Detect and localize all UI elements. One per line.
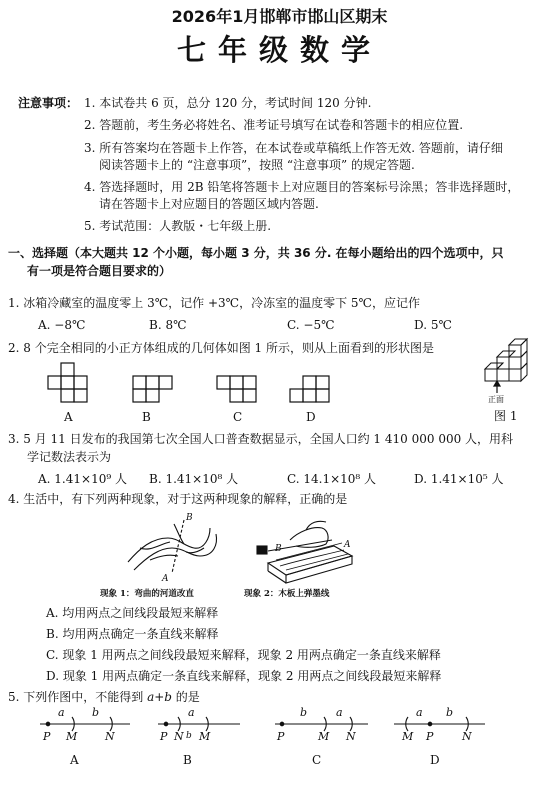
q5-d-point-n: N bbox=[462, 730, 472, 743]
q5-b-letter-a: a bbox=[188, 706, 195, 719]
notice-label: 注意事项： bbox=[18, 96, 79, 110]
notice-item-4: 4. 答选择题时，用 2B 铅笔将答题卡上对应题目的答案标号涂黑；答非选择题时， bbox=[84, 180, 520, 194]
q5-d-point-m: M bbox=[402, 730, 414, 743]
q5-stem-suffix: 的是 bbox=[171, 690, 200, 704]
q5-c-point-m: M bbox=[318, 730, 330, 743]
q3-option-b: B. 1.41×10⁸ 人 bbox=[149, 472, 239, 486]
q5-c-point-n: N bbox=[346, 730, 356, 743]
q4-caption-1: 现象 1：弯曲的河道改直 bbox=[100, 589, 194, 599]
notice-item-3: 3. 所有答案均在答题卡上作答，在本试卷或草稿纸上作答无效. 答题前，请仔细 bbox=[84, 141, 503, 155]
q2-label-b: B bbox=[142, 410, 151, 424]
q5-d-point-p: P bbox=[426, 730, 434, 743]
q5-label-b: B bbox=[183, 753, 192, 767]
notice-item-1: 1. 本试卷共 6 页，总分 120 分，考试时间 120 分钟. bbox=[84, 96, 372, 110]
q5-label-d: D bbox=[430, 753, 440, 767]
q5-b-point-m: M bbox=[199, 730, 211, 743]
q4-option-b: B. 均用两点确定一条直线来解释 bbox=[46, 627, 219, 641]
q5-b-letter-b: b bbox=[186, 731, 192, 741]
notice-item-4-cont: 请在答题卡上对应题目的答题区域内答题. bbox=[99, 197, 319, 211]
q5-d-letter-b: b bbox=[446, 706, 454, 719]
q4-caption-2: 现象 2：木板上弹墨线 bbox=[244, 589, 330, 599]
river-point-a: A bbox=[162, 574, 169, 584]
q5-a-point-p: P bbox=[43, 730, 51, 743]
section-heading-cont: 有一项是符合题目要求的） bbox=[27, 264, 172, 278]
q5-c-point-p: P bbox=[277, 730, 285, 743]
q5-b-point-n: N bbox=[174, 730, 184, 743]
q4-stem: 4. 生活中，有下列两种现象，对于这两种现象的解释，正确的是 bbox=[8, 492, 348, 506]
notice-item-2: 2. 答题前，考生务必将姓名、准考证号填写在试卷和答题卡的相应位置. bbox=[84, 118, 464, 132]
q5-b-point-p: P bbox=[160, 730, 168, 743]
q2-label-c: C bbox=[233, 410, 243, 424]
q4-option-a: A. 均用两点之间线段最短来解释 bbox=[46, 606, 219, 620]
q3-stem: 3. 5 月 11 日发布的我国第七次全国人口普查数据显示，全国人口约 1 410 000 000 人，用科 bbox=[8, 432, 514, 446]
q2-label-a: A bbox=[64, 410, 73, 424]
q3-stem-cont: 学记数法表示为 bbox=[27, 450, 112, 464]
q3-option-c: C. 14.1×10⁸ 人 bbox=[287, 472, 377, 486]
board-point-b: B bbox=[275, 544, 282, 554]
notice-item-3-cont: 阅读答题卡上的 “注意事项”，按照 “注意事项” 的规定答题. bbox=[99, 158, 415, 172]
q3-option-a: A. 1.41×10⁹ 人 bbox=[38, 472, 127, 486]
q1-option-a: A. −8℃ bbox=[38, 318, 86, 332]
q5-label-c: C bbox=[312, 753, 322, 767]
exam-title: 2026年1月邯郸市邯山区期末 bbox=[171, 7, 388, 26]
q5-d-letter-a: a bbox=[416, 706, 423, 719]
board-point-a: A bbox=[344, 540, 351, 550]
q5-c-letter-b: b bbox=[300, 706, 308, 719]
subject-title: 七年级数学 bbox=[176, 33, 382, 67]
q5-a-point-m: M bbox=[66, 730, 78, 743]
figure-1-label: 图 1 bbox=[494, 409, 518, 423]
q5-diagram-d bbox=[394, 717, 485, 731]
q4-option-d: D. 现象 1 用两点确定一条直线来解释，现象 2 用两点之间线段最短来解释 bbox=[46, 669, 442, 683]
q1-option-c: C. −5℃ bbox=[287, 318, 335, 332]
q5-a-letter-b: b bbox=[92, 706, 100, 719]
q1-option-d: D. 5℃ bbox=[414, 318, 452, 332]
river-point-b: B bbox=[186, 513, 193, 523]
front-label: 正面 bbox=[488, 395, 504, 404]
section-heading: 一、选择题（本大题共 12 个小题，每小题 3 分，共 36 分. 在每小题给出的四个选项中，只 bbox=[8, 246, 504, 260]
notice-item-5: 5. 考试范围：人教版・七年级上册. bbox=[84, 219, 272, 233]
q5-label-a: A bbox=[70, 753, 79, 767]
q5-c-letter-a: a bbox=[336, 706, 343, 719]
q5-stem-prefix: 5. 下列作图中，不能得到 bbox=[8, 690, 148, 704]
q5-diagram-a bbox=[40, 717, 130, 731]
q5-stem-expression: a+b bbox=[147, 690, 172, 704]
q5-diagram-c bbox=[275, 717, 368, 731]
q5-diagram-b bbox=[158, 717, 240, 731]
q1-stem: 1. 冰箱冷藏室的温度零上 3℃，记作 +3℃，冷冻室的温度零下 5℃，应记作 bbox=[8, 296, 420, 310]
q5-a-point-n: N bbox=[105, 730, 115, 743]
q2-label-d: D bbox=[306, 410, 316, 424]
q2-stem: 2. 8 个完全相同的小正方体组成的几何体如图 1 所示，则从上面看到的形状图是 bbox=[8, 341, 434, 355]
q4-option-c: C. 现象 1 用两点之间线段最短来解释，现象 2 用两点确定一条直线来解释 bbox=[46, 648, 441, 662]
q3-option-d: D. 1.41×10⁵ 人 bbox=[414, 472, 504, 486]
q1-option-b: B. 8℃ bbox=[149, 318, 187, 332]
q5-a-letter-a: a bbox=[58, 706, 65, 719]
